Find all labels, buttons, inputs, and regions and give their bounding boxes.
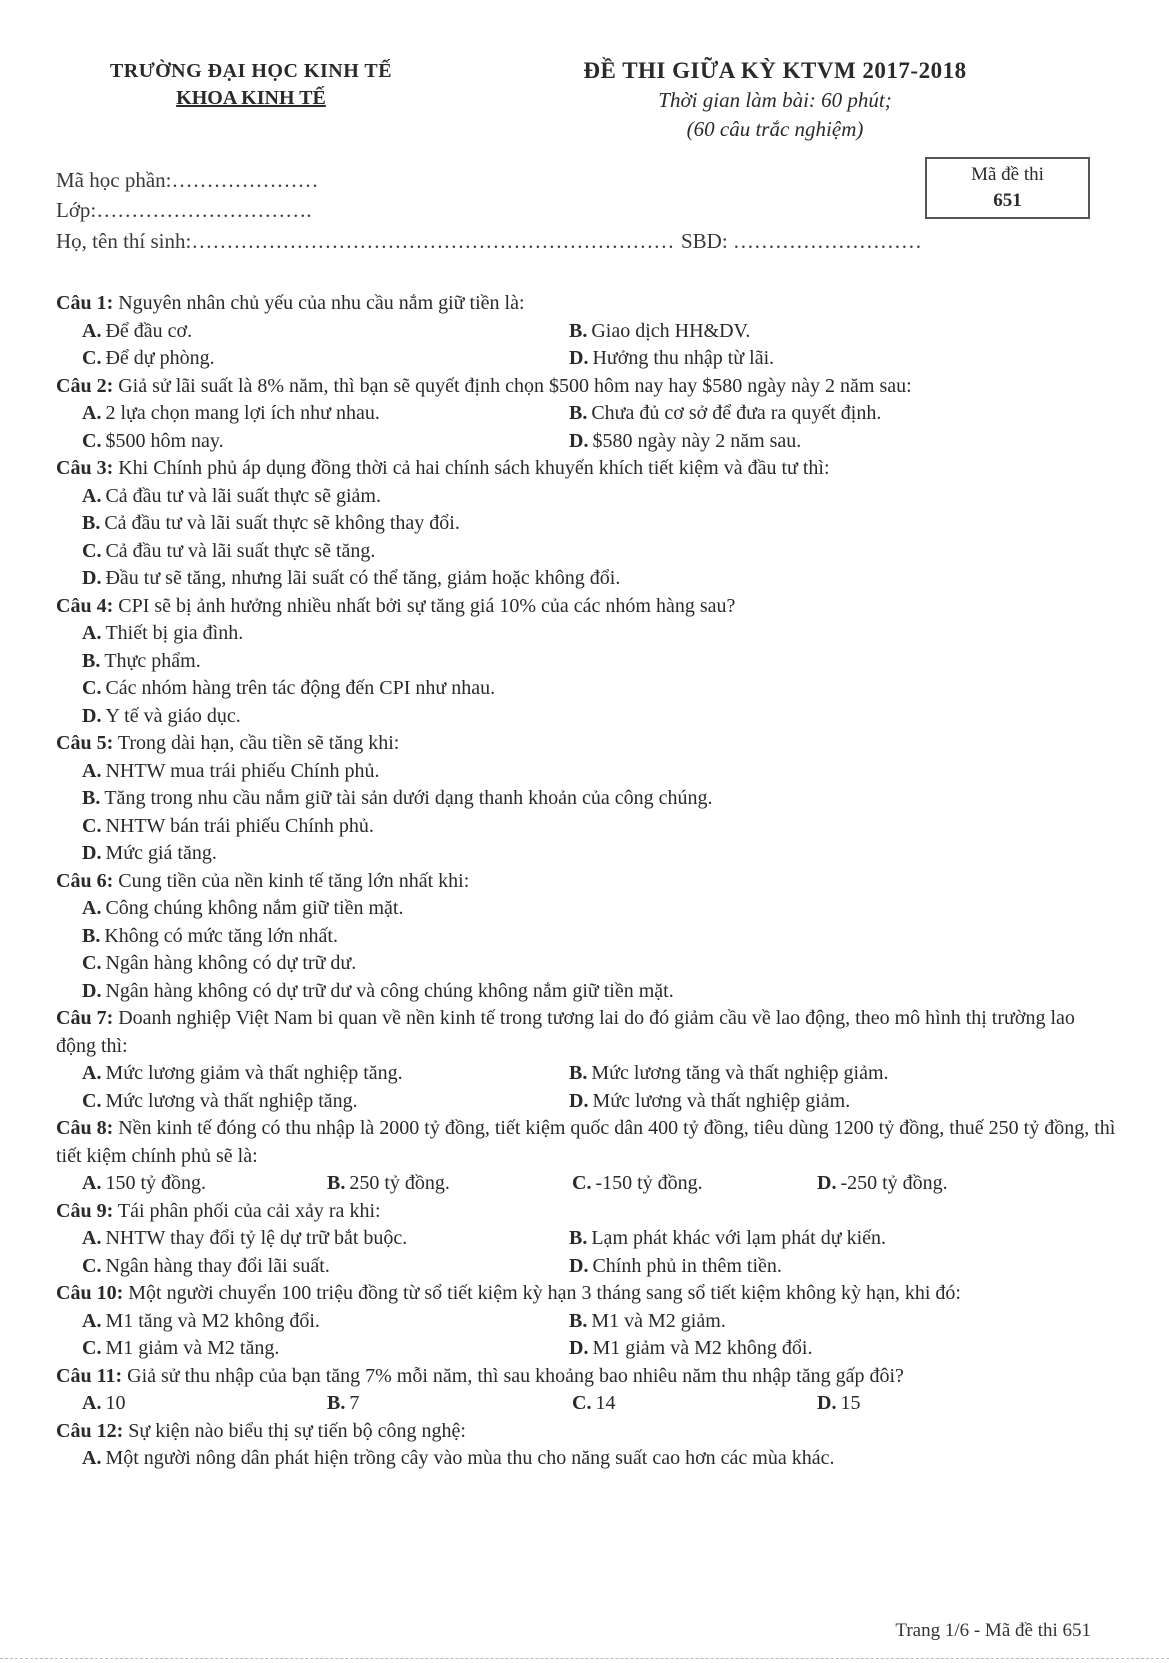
question-list (56, 290, 1116, 1473)
question-stem (56, 730, 1116, 758)
question-stem (56, 1418, 1116, 1446)
question-item (56, 1115, 1116, 1198)
candidate-name-field: Họ, tên thí sinh:…………………………………………………………… (56, 229, 675, 253)
option-letter: C. (82, 814, 102, 837)
answer-options (56, 1225, 1116, 1280)
answer-option (82, 1088, 569, 1116)
question-number: Câu 4: (56, 594, 114, 617)
option-text: Mức lương và thất nghiệp tăng. (105, 1089, 358, 1112)
option-letter: D. (569, 1337, 589, 1359)
question-text: Tái phân phối của cải xảy ra khi: (117, 1199, 381, 1222)
answer-option (569, 1088, 1056, 1116)
option-text: Mức lương tăng và thất nghiệp giảm. (591, 1062, 889, 1084)
option-letter: B. (82, 924, 101, 947)
exam-code-label: Mã đề thi (971, 164, 1044, 185)
option-text: Đầu tư sẽ tăng, nhưng lãi suất có thể tăng, giảm hoặc không đổi. (105, 567, 621, 589)
option-letter: B. (327, 1392, 346, 1414)
option-letter: D. (817, 1172, 837, 1194)
answer-option (82, 428, 569, 456)
option-text: Để đầu cơ. (105, 319, 193, 342)
option-text: Giao dịch HH&DV. (591, 319, 751, 342)
option-letter: C. (82, 539, 102, 562)
option-text: NHTW thay đổi tỷ lệ dự trữ bắt buộc. (105, 1227, 408, 1249)
answer-option (569, 318, 1056, 346)
answer-option (82, 978, 1116, 1006)
question-item (56, 455, 1116, 593)
answer-option (82, 1308, 569, 1336)
option-letter: D. (82, 842, 102, 864)
answer-options (56, 1170, 1116, 1198)
option-text: 150 tỷ đồng. (105, 1172, 207, 1194)
question-item (56, 1005, 1116, 1115)
answer-option (82, 1335, 569, 1363)
option-letter: C. (82, 1089, 102, 1112)
question-stem (56, 593, 1116, 621)
school-name: TRƯỜNG ĐẠI HỌC KINH TẾ (109, 60, 393, 82)
answer-option (82, 1390, 327, 1418)
option-letter: A. (82, 1392, 102, 1414)
exam-header (540, 58, 1010, 142)
option-letter: B. (569, 1062, 588, 1084)
question-item (56, 373, 1116, 456)
question-item (56, 868, 1116, 1006)
option-letter: C. (572, 1392, 592, 1414)
option-text: Chưa đủ cơ sở để đưa ra quyết định. (591, 402, 882, 424)
answer-option (569, 1308, 1056, 1336)
option-text: Cả đầu tư và lãi suất thực sẽ giảm. (105, 484, 381, 507)
option-text: Để dự phòng. (105, 347, 215, 369)
candidate-number-field: SBD: ……………………… (681, 229, 922, 253)
option-letter: C. (82, 1254, 102, 1277)
option-letter: D. (82, 567, 102, 589)
option-text: Tăng trong nhu cầu nắm giữ tài sản dưới dạng thanh khoản của công chúng. (104, 787, 713, 809)
option-text: 10 (105, 1392, 126, 1414)
question-text: Khi Chính phủ áp dụng đồng thời cả hai chính sách khuyến khích tiết kiệm và đầu tư thì: (118, 457, 830, 479)
option-letter: C. (82, 429, 102, 452)
answer-option (82, 1225, 569, 1253)
class-field: Lớp:…………………………. (56, 198, 312, 222)
question-text: Nguyên nhân chủ yếu của nhu cầu nắm giữ tiền là: (118, 292, 525, 314)
page-edge-divider (0, 1658, 1169, 1659)
option-text: Cả đầu tư và lãi suất thực sẽ không thay đổi. (104, 512, 460, 534)
option-letter: D. (569, 1089, 589, 1112)
option-letter: C. (572, 1172, 592, 1194)
question-stem (56, 1198, 1116, 1226)
option-letter: B. (327, 1172, 346, 1194)
option-text: M1 giảm và M2 không đổi. (592, 1337, 813, 1359)
answer-option (82, 1445, 1116, 1473)
question-stem (56, 1363, 1116, 1391)
option-text: -150 tỷ đồng. (595, 1172, 703, 1194)
exam-question-count: (60 câu trắc nghiệm) (686, 117, 864, 141)
question-stem (56, 290, 1116, 318)
option-letter: D. (817, 1392, 837, 1414)
exam-code-box (925, 157, 1090, 219)
question-number: Câu 10: (56, 1282, 124, 1304)
option-text: Ngân hàng không có dự trữ dư. (105, 952, 357, 974)
option-letter: B. (82, 512, 101, 534)
question-stem (56, 455, 1116, 483)
answer-option (82, 675, 1116, 703)
option-text: 250 tỷ đồng. (349, 1172, 450, 1194)
question-stem (56, 1005, 1116, 1060)
question-stem (56, 1280, 1116, 1308)
option-text: NHTW bán trái phiếu Chính phủ. (105, 814, 374, 837)
option-text: $500 hôm nay. (105, 429, 224, 452)
question-stem (56, 373, 1116, 401)
option-text: Hưởng thu nhập từ lãi. (592, 347, 775, 369)
answer-option (569, 1253, 1056, 1281)
answer-option (82, 950, 1116, 978)
answer-option (82, 1253, 569, 1281)
question-item (56, 1418, 1116, 1473)
answer-option (569, 400, 1056, 428)
answer-option (82, 785, 1116, 813)
option-letter: C. (82, 952, 102, 974)
answer-option (569, 1060, 1056, 1088)
option-letter: B. (569, 1227, 588, 1249)
answer-options (56, 1060, 1116, 1115)
question-number: Câu 5: (56, 732, 114, 754)
answer-option (82, 1170, 327, 1198)
answer-option (569, 345, 1056, 373)
option-letter: C. (82, 677, 102, 699)
answer-options (56, 483, 1116, 593)
question-item (56, 593, 1116, 731)
answer-option (572, 1170, 817, 1198)
option-letter: A. (82, 1172, 102, 1194)
answer-option (82, 483, 1116, 511)
option-text: Y tế và giáo dục. (105, 704, 241, 727)
option-text: 2 lựa chọn mang lợi ích như nhau. (105, 402, 380, 424)
answer-options (56, 1445, 1116, 1473)
faculty-name: KHOA KINH TẾ (176, 87, 326, 109)
option-letter: A. (82, 319, 102, 342)
question-item (56, 1198, 1116, 1281)
question-text: Trong dài hạn, cầu tiền sẽ tăng khi: (117, 732, 400, 754)
option-letter: A. (82, 1227, 102, 1249)
question-number: Câu 7: (56, 1007, 114, 1029)
question-number: Câu 6: (56, 869, 114, 892)
answer-option (82, 923, 1116, 951)
institution-header (86, 60, 416, 110)
question-text: Nền kinh tế đóng có thu nhập là 2000 tỷ đồng, tiết kiệm quốc dân 400 tỷ đồng, tiêu dùng 1200 tỷ đồng, thuế 250 tỷ đồng, thì tiết kiệm chính phủ sẽ là: (56, 1117, 1116, 1167)
answer-option (82, 510, 1116, 538)
question-item (56, 730, 1116, 868)
question-number: Câu 11: (56, 1364, 123, 1387)
answer-option (327, 1170, 572, 1198)
option-text: M1 tăng và M2 không đổi. (105, 1309, 320, 1332)
exam-code-value: 651 (993, 190, 1022, 211)
question-text: Giả sử thu nhập của bạn tăng 7% mỗi năm, thì sau khoảng bao nhiêu năm thu nhập tăng gấp đôi? (127, 1364, 904, 1387)
answer-option (82, 400, 569, 428)
answer-option (327, 1390, 572, 1418)
answer-option (82, 840, 1116, 868)
option-text: Thực phẩm. (104, 649, 201, 672)
option-text: 15 (840, 1392, 861, 1414)
answer-option (82, 813, 1116, 841)
question-number: Câu 1: (56, 292, 114, 314)
answer-option (82, 758, 1116, 786)
option-text: Một người nông dân phát hiện trồng cây vào mùa thu cho năng suất cao hơn các mùa khác. (105, 1447, 835, 1469)
option-letter: A. (82, 1309, 102, 1332)
answer-option (82, 620, 1116, 648)
question-number: Câu 8: (56, 1117, 114, 1139)
option-text: Cả đầu tư và lãi suất thực sẽ tăng. (105, 539, 376, 562)
option-text: -250 tỷ đồng. (840, 1172, 948, 1194)
option-text: Mức lương giảm và thất nghiệp tăng. (105, 1062, 403, 1084)
option-text: M1 giảm và M2 tăng. (105, 1337, 280, 1359)
option-letter: B. (569, 319, 588, 342)
option-letter: A. (82, 622, 102, 644)
question-text: Giả sử lãi suất là 8% năm, thì bạn sẽ quyết định chọn $500 hôm nay hay $580 ngày này 2 năm sau: (118, 374, 912, 397)
option-letter: A. (82, 484, 102, 507)
question-text: Cung tiền của nền kinh tế tăng lớn nhất khi: (118, 869, 470, 892)
answer-option (569, 1225, 1056, 1253)
answer-options (56, 895, 1116, 1005)
answer-options (56, 1308, 1116, 1363)
answer-option (82, 318, 569, 346)
question-text: Sự kiện nào biểu thị sự tiến bộ công nghệ: (128, 1419, 466, 1442)
question-item (56, 290, 1116, 373)
option-text: Công chúng không nắm giữ tiền mặt. (105, 897, 404, 919)
answer-options (56, 318, 1116, 373)
option-letter: C. (82, 1337, 102, 1359)
answer-option (572, 1390, 817, 1418)
question-item (56, 1280, 1116, 1363)
option-letter: A. (82, 897, 102, 919)
option-letter: B. (569, 1309, 588, 1332)
course-code-field: Mã học phần:………………… (56, 168, 319, 192)
exam-time: Thời gian làm bài: 60 phút; (658, 88, 892, 112)
question-number: Câu 9: (56, 1199, 114, 1222)
option-letter: A. (82, 1447, 102, 1469)
option-text: M1 và M2 giảm. (591, 1309, 726, 1332)
option-letter: D. (569, 1254, 589, 1277)
option-text: Ngân hàng thay đổi lãi suất. (105, 1254, 330, 1277)
option-text: Mức giá tăng. (105, 842, 217, 864)
answer-option (82, 895, 1116, 923)
option-letter: B. (569, 402, 588, 424)
option-letter: A. (82, 759, 102, 782)
answer-option (82, 565, 1116, 593)
option-letter: A. (82, 402, 102, 424)
option-text: NHTW mua trái phiếu Chính phủ. (105, 759, 380, 782)
option-letter: B. (82, 649, 101, 672)
answer-option (817, 1390, 1062, 1418)
question-text: Doanh nghiệp Việt Nam bi quan về nền kinh tế trong tương lai do đó giảm cầu về lao động, theo mô hình thị trường lao động thì: (56, 1007, 1075, 1057)
answer-options (56, 400, 1116, 455)
option-text: Không có mức tăng lớn nhất. (104, 924, 338, 947)
answer-option (817, 1170, 1062, 1198)
answer-option (82, 1060, 569, 1088)
option-letter: D. (82, 979, 102, 1002)
answer-option (82, 538, 1116, 566)
option-text: Ngân hàng không có dự trữ dư và công chúng không nắm giữ tiền mặt. (105, 979, 674, 1002)
answer-options (56, 1390, 1116, 1418)
option-letter: B. (82, 787, 101, 809)
option-text: Thiết bị gia đình. (105, 622, 244, 644)
option-letter: D. (569, 347, 589, 369)
question-number: Câu 12: (56, 1419, 124, 1442)
option-text: Các nhóm hàng trên tác động đến CPI như nhau. (105, 677, 496, 699)
question-text: CPI sẽ bị ảnh hưởng nhiều nhất bởi sự tăng giá 10% của các nhóm hàng sau? (118, 594, 736, 617)
option-text: 14 (595, 1392, 616, 1414)
option-text: Lạm phát khác với lạm phát dự kiến. (591, 1227, 887, 1249)
question-stem (56, 1115, 1116, 1170)
question-stem (56, 868, 1116, 896)
option-letter: C. (82, 347, 102, 369)
answer-options (56, 620, 1116, 730)
option-letter: A. (82, 1062, 102, 1084)
answer-options (56, 758, 1116, 868)
answer-option (569, 428, 1056, 456)
option-text: $580 ngày này 2 năm sau. (592, 429, 802, 452)
option-text: Mức lương và thất nghiệp giảm. (592, 1089, 851, 1112)
answer-option (82, 703, 1116, 731)
exam-title: ĐỀ THI GIỮA KỲ KTVM 2017-2018 (583, 58, 967, 83)
answer-option (82, 648, 1116, 676)
question-number: Câu 2: (56, 374, 114, 397)
answer-option (82, 345, 569, 373)
option-text: 7 (349, 1392, 360, 1414)
question-text: Một người chuyển 100 triệu đồng từ sổ tiết kiệm kỳ hạn 3 tháng sang sổ tiết kiệm không kỳ hạn, khi đó: (128, 1282, 961, 1304)
option-letter: D. (82, 704, 102, 727)
option-text: Chính phủ in thêm tiền. (592, 1254, 782, 1277)
page-footer: Trang 1/6 - Mã đề thi 651 (895, 1620, 1091, 1641)
question-number: Câu 3: (56, 457, 114, 479)
question-item (56, 1363, 1116, 1418)
option-letter: D. (569, 429, 589, 452)
answer-option (569, 1335, 1056, 1363)
